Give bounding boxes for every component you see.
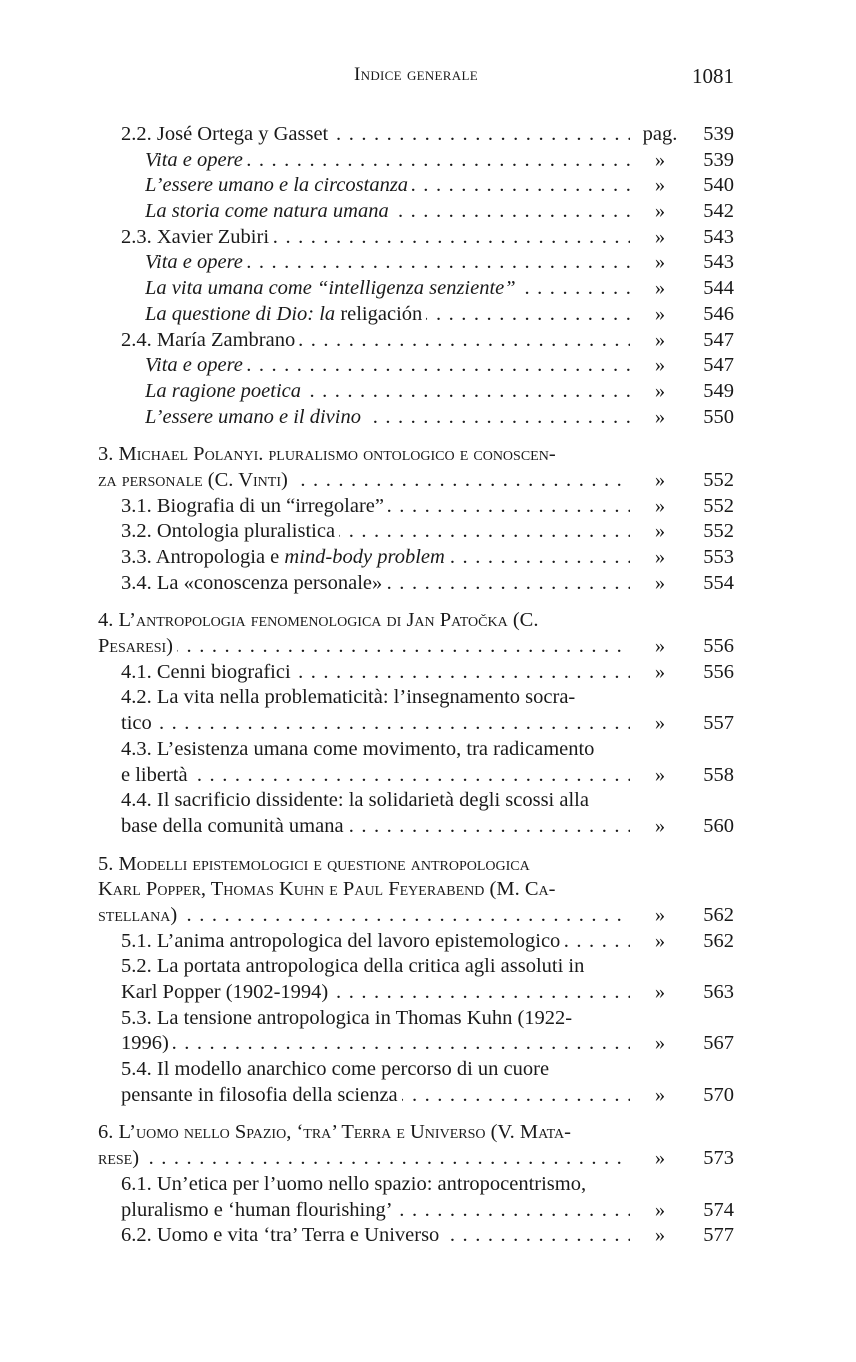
toc-entry: base della comunità umana . . . » 560 [98, 814, 734, 840]
toc-entry: Vita e opere . . . » 547 [98, 353, 734, 379]
toc-entry-continued: 5.3. La tensione antropologica in Thomas Kuhn (1922- [121, 1006, 573, 1029]
toc-entry: 3.4. La «conoscenza personale» . . . » 554 [98, 571, 734, 597]
toc-entry: 4.1. Cenni biografici . . . » 556 [98, 660, 734, 686]
toc-entry: La vita umana come “intelligenza senziente” . . . » 544 [98, 276, 734, 302]
toc-section-heading: 4. L’antropologia fenomenologica di Jan Patočka (C. [98, 609, 539, 632]
toc-entry-continued: 4.4. Il sacrificio dissidente: la solidarietà degli scossi alla [121, 789, 589, 812]
toc-entry: 5.1. L’anima antropologica del lavoro epistemologico . . . » 562 [98, 929, 734, 955]
toc-entry: Vita e opere . . . » 539 [98, 148, 734, 174]
page-number: 1081 [692, 64, 734, 88]
toc-entry-continued: 6.1. Un’etica per l’uomo nello spazio: antropocentrismo, [121, 1172, 587, 1195]
toc-section-heading: 5. Modelli epistemologici e questione antropologica [98, 852, 530, 875]
toc-entry: La questione di Dio: la religación . . . » 546 [98, 302, 734, 328]
running-title: Indice generale [354, 64, 478, 85]
toc-entry: za personale (C. Vinti) . . . » 552 [98, 468, 734, 494]
toc-entry: 2.4. María Zambrano . . . » 547 [98, 328, 734, 354]
toc-entry: 3.1. Biografia di un “irregolare” . . . » 552 [98, 494, 734, 520]
toc-entry: pluralismo e ‘human flourishing’ . . . » 574 [98, 1198, 734, 1224]
toc-entry-continued: 4.3. L’esistenza umana come movimento, tra radicamento [121, 737, 595, 760]
toc-entry: 2.2. José Ortega y Gasset . . . pag. 539 [98, 122, 734, 148]
toc-entry: Vita e opere . . . » 543 [98, 250, 734, 276]
toc-entry: La storia come natura umana . . . » 542 [98, 199, 734, 225]
toc-entry: 3.2. Ontologia pluralistica . . . » 552 [98, 519, 734, 545]
toc-entry: Pesaresi) . . . » 556 [98, 634, 734, 660]
toc-entry: pensante in filosofia della scienza . . . » 570 [98, 1083, 734, 1109]
toc-entry: stellana) . . . » 562 [98, 903, 734, 929]
toc-entry-continued: 5.4. Il modello anarchico come percorso di un cuore [121, 1058, 550, 1081]
table-of-contents [98, 122, 734, 1249]
toc-entry: 1996) . . . » 567 [98, 1031, 734, 1057]
toc-entry: Karl Popper (1902-1994) . . . » 563 [98, 980, 734, 1006]
toc-entry: La ragione poetica . . . » 549 [98, 379, 734, 405]
toc-entry: 6.2. Uomo e vita ‘tra’ Terra e Universo . . . » 577 [98, 1223, 734, 1249]
toc-entry: 3.3. Antropologia e mind-body problem . . . » 553 [98, 545, 734, 571]
toc-section-heading: 6. L’uomo nello Spazio, ‘tra’ Terra e Universo (V. Mata- [98, 1121, 571, 1144]
toc-section-heading: Karl Popper, Thomas Kuhn e Paul Feyerabend (M. Ca- [98, 878, 556, 901]
toc-entry: L’essere umano e la circostanza . . . » 540 [98, 173, 734, 199]
toc-entry-continued: 4.2. La vita nella problematicità: l’insegnamento socra- [121, 686, 576, 709]
toc-entry: 2.3. Xavier Zubiri . . . » 543 [98, 225, 734, 251]
toc-entry: tico . . . » 557 [98, 711, 734, 737]
running-header [98, 64, 734, 94]
toc-entry: L’essere umano e il divino . . . » 550 [98, 405, 734, 431]
toc-entry: e libertà . . . » 558 [98, 763, 734, 789]
toc-entry: rese) . . . » 573 [98, 1146, 734, 1172]
toc-entry-continued: 5.2. La portata antropologica della critica agli assoluti in [121, 955, 585, 978]
toc-section-heading: 3. Michael Polanyi. pluralismo ontologico e conoscen- [98, 443, 556, 466]
